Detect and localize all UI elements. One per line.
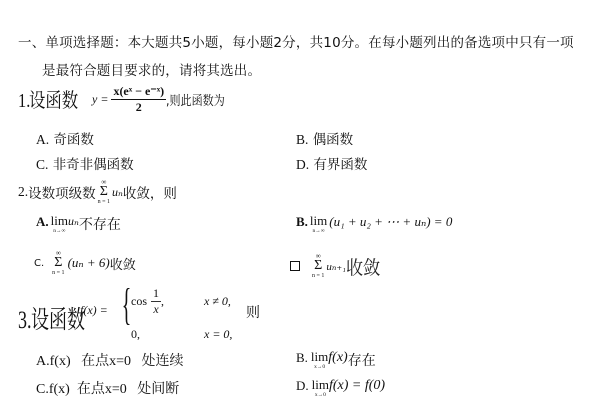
question-1-prefix: 设函数 [29,88,79,112]
question-3-prefix: 设函数 [30,305,85,334]
question-1-stem [18,84,89,113]
question-1-suffix: ,则此函数为 [166,94,225,109]
summation-symbol: ∞ Σ n = 1 [97,178,111,205]
question-1-formula [92,84,235,115]
case-2: 0, [131,327,140,341]
limit-operator: lim n→∞ [309,213,328,234]
q2-option-b[interactable]: B. lim n→∞ (u₁ + u₂ + ⋯ + uₙ) = 0 [296,213,453,234]
question-3-number: 3. [18,307,32,334]
formula-denominator: 2 [135,100,142,114]
limit-operator: lim x→0 [311,377,329,398]
case-2-condition: x = 0, [204,327,233,341]
q1-option-b[interactable]: B. 偶函数 [296,132,354,148]
case-1: cos $\frac{1}{x}$ , [131,286,164,316]
limit-operator: lim x→0 [310,349,329,370]
q3-option-a[interactable]: A.f(x) 在点x=0 处连续 [36,354,184,369]
question-3-suffix: 则 [246,305,260,321]
q3-option-b[interactable]: B. lim x→0 f(x) 存在 [296,349,376,370]
question-2-stem [18,178,177,206]
formula-numerator: x(eˣ − e⁻ˣ) [113,84,165,98]
q3-option-d[interactable]: D. lim x→0 f(x) = f(0) [296,377,386,398]
question-2-suffix: 收敛，则 [122,186,177,202]
q1-option-a[interactable]: A. 奇函数 [36,132,94,148]
formula-lhs: f(x) = [80,303,108,317]
question-2-prefix: 设数项级数 [28,186,96,202]
section-heading-line2: 是最符合题目要求的，请将其选出。 [42,63,262,79]
section-heading-line1: 一、单项选择题：本大题共5小题，每小题2分，共10分。在每小题列出的备选项中只有一项 [18,35,574,51]
case-1-condition: x ≠ 0, [204,294,231,308]
q2-option-c[interactable]: C. ∞ Σ n = 1 (uₙ + 6) 收敛 [34,249,136,276]
formula-fraction [111,84,166,115]
q1-option-c[interactable]: C. 非奇非偶函数 [36,157,134,173]
q3-option-c[interactable]: C.f(x) 在点x=0 处间断 [36,382,180,397]
piecewise-brace: { [121,280,132,329]
checkbox-square-icon[interactable] [290,261,300,271]
q1-option-d[interactable]: D. 有界函数 [296,157,368,173]
limit-operator: lim n→∞ [50,213,68,234]
formula-lhs: y = [92,92,109,106]
q2-option-a[interactable]: A. lim n→∞ uₙ 不存在 [36,213,121,234]
summation-symbol: ∞ Σ n = 1 [52,249,65,276]
question-1-number: 1. [18,90,31,112]
summation-symbol: ∞ Σ n = 1 [312,252,325,279]
sum-term: uₙ [112,184,123,199]
q2-option-d[interactable]: ∞ Σ n = 1 uₙ₊₁ 收敛 [290,252,384,280]
question-2-number: 2. [18,184,29,199]
